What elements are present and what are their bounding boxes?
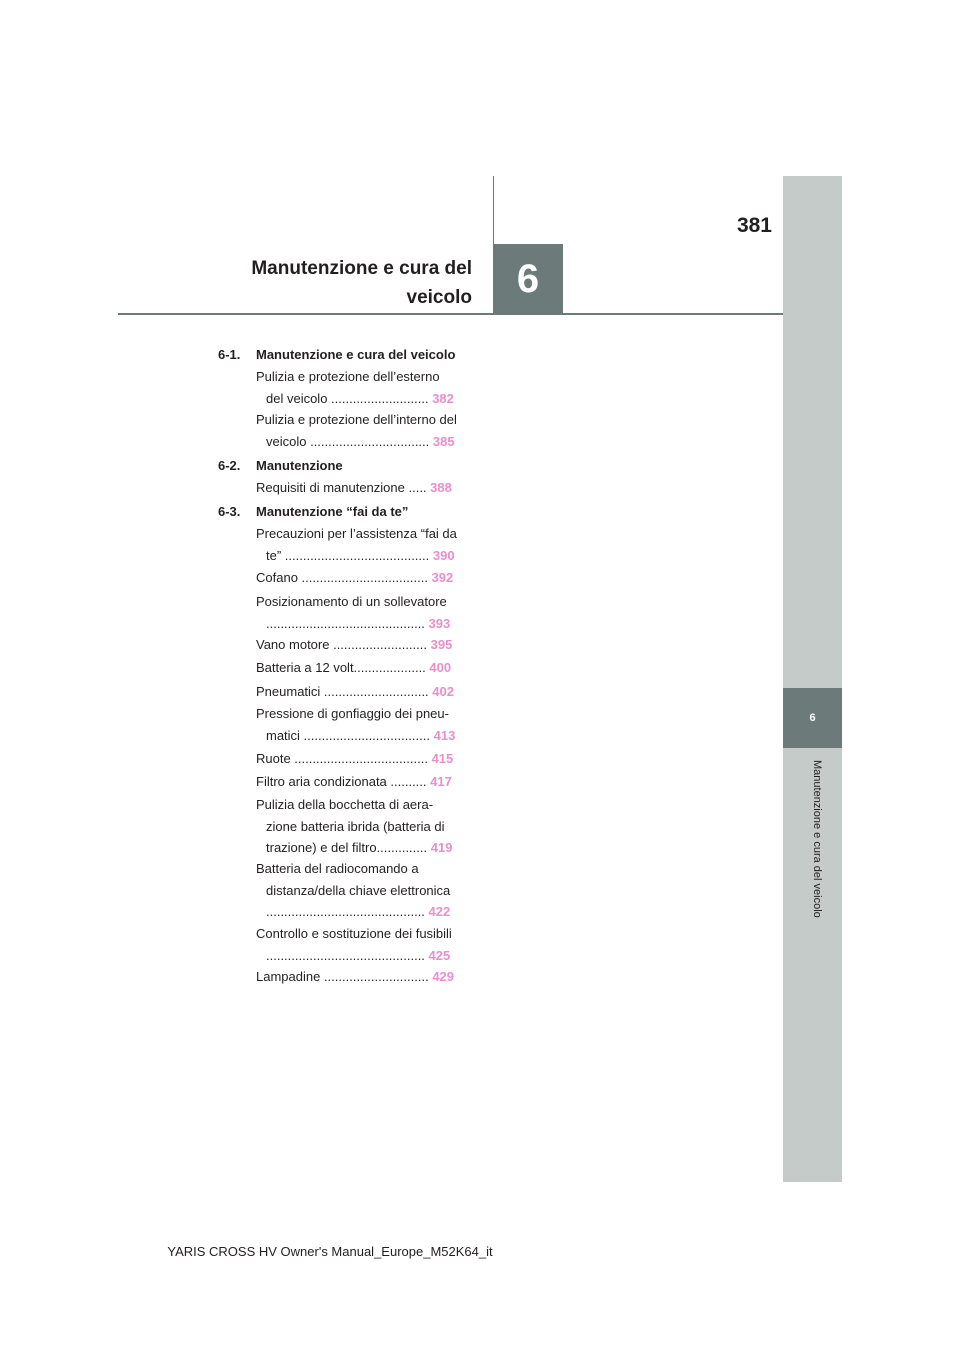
toc-entry[interactable] — [256, 923, 466, 966]
entry-text: Cofano ................................... — [256, 570, 428, 585]
section-number: 6-3. — [218, 504, 241, 519]
toc-entry[interactable] — [256, 523, 466, 566]
page-link[interactable]: 395 — [430, 637, 453, 652]
page-link[interactable]: 388 — [430, 480, 452, 495]
entry-text: matici ................................... — [266, 727, 430, 743]
entry-text: Ruote ..................................... — [256, 751, 428, 766]
section-title: Manutenzione e cura del veicolo — [256, 347, 456, 362]
toc-entry[interactable] — [256, 634, 466, 656]
entry-text: zione batteria ibrida (batteria di — [266, 818, 445, 834]
entry-text: Pulizia della bocchetta di aera- — [256, 797, 434, 812]
section-number: 6-2. — [218, 458, 241, 473]
entry-text: trazione) e del filtro.............. — [266, 840, 428, 855]
page-number: 381 — [736, 214, 772, 237]
entry-text: Posizionamento di un sollevatore — [256, 594, 447, 609]
entry-text: ............................................ — [266, 904, 425, 919]
entry-text: Precauzioni per l’assistenza “fai da — [256, 526, 457, 541]
section-title: Manutenzione — [256, 458, 343, 473]
toc-entry[interactable] — [256, 858, 466, 923]
toc-entry[interactable] — [256, 366, 466, 409]
page-link[interactable]: 393 — [428, 615, 451, 631]
entry-text: distanza/della chiave elettronica — [266, 882, 451, 898]
side-tab — [783, 176, 842, 1182]
entry-text: Filtro aria condizionata .......... — [256, 774, 427, 789]
chapter-title — [200, 254, 472, 312]
chapter-title-line1: Manutenzione e cura del — [251, 258, 472, 279]
page-link[interactable]: 413 — [433, 727, 456, 743]
toc-entry[interactable] — [256, 409, 466, 452]
page-link[interactable]: 402 — [432, 684, 454, 699]
entry-text: Pulizia e protezione dell’interno del — [256, 412, 457, 427]
entry-text: Requisiti di manutenzione ..... — [256, 480, 427, 495]
footer-manual-id: YARIS CROSS HV Owner's Manual_Europe_M52K64_it — [167, 1244, 493, 1259]
header-vertical-rule — [493, 176, 494, 246]
toc-entry[interactable] — [256, 477, 466, 499]
toc-entry[interactable] — [256, 748, 466, 770]
chapter-number-box: 6 — [493, 244, 563, 314]
toc-entry[interactable] — [256, 681, 466, 703]
toc-entry[interactable] — [256, 966, 466, 988]
page-link[interactable]: 400 — [429, 660, 452, 675]
entry-text: Pressione di gonfiaggio dei pneu- — [256, 706, 449, 721]
chapter-title-line2: veicolo — [406, 287, 472, 308]
entry-text: del veicolo ........................... — [266, 390, 429, 406]
section-number: 6-1. — [218, 347, 241, 362]
entry-text: Batteria del radiocomando a — [256, 861, 419, 876]
page-link[interactable]: 392 — [431, 570, 454, 585]
page-link[interactable]: 422 — [428, 904, 451, 919]
page-link[interactable]: 415 — [431, 751, 454, 766]
entry-text: Pneumatici ............................. — [256, 684, 429, 699]
page-link[interactable]: 382 — [432, 390, 454, 406]
entry-text: ............................................ — [266, 615, 425, 631]
page-link[interactable]: 385 — [432, 433, 455, 449]
entry-text: Lampadine ............................. — [256, 969, 429, 984]
toc-entry[interactable] — [256, 567, 466, 589]
toc-entry[interactable] — [256, 771, 466, 793]
page-link[interactable]: 419 — [430, 840, 453, 855]
toc-section — [218, 504, 408, 519]
page-link[interactable]: 390 — [432, 547, 455, 563]
entry-text: ............................................ — [266, 947, 425, 963]
toc-entry[interactable] — [256, 591, 466, 634]
page-link[interactable]: 425 — [428, 947, 451, 963]
entry-text: Batteria a 12 volt.................... — [256, 660, 426, 675]
toc-entry[interactable] — [256, 703, 466, 746]
header-horizontal-rule — [118, 313, 783, 315]
entry-text: Vano motore .......................... — [256, 637, 427, 652]
side-tab-chapter-number: 6 — [783, 688, 842, 748]
toc-section — [218, 458, 343, 473]
side-tab-label: Manutenzione e cura del veicolo — [811, 760, 823, 918]
entry-text: te” ........................................ — [266, 547, 430, 563]
section-title: Manutenzione “fai da te” — [256, 504, 409, 519]
toc-entry[interactable] — [256, 657, 466, 679]
entry-text: Pulizia e protezione dell’esterno — [256, 369, 440, 384]
page-link[interactable]: 417 — [430, 774, 452, 789]
toc-section — [218, 347, 455, 362]
entry-text: Controllo e sostituzione dei fusibili — [256, 926, 452, 941]
entry-text: veicolo ................................. — [266, 433, 430, 449]
toc-entry[interactable] — [256, 794, 466, 859]
page-link[interactable]: 429 — [432, 969, 455, 984]
